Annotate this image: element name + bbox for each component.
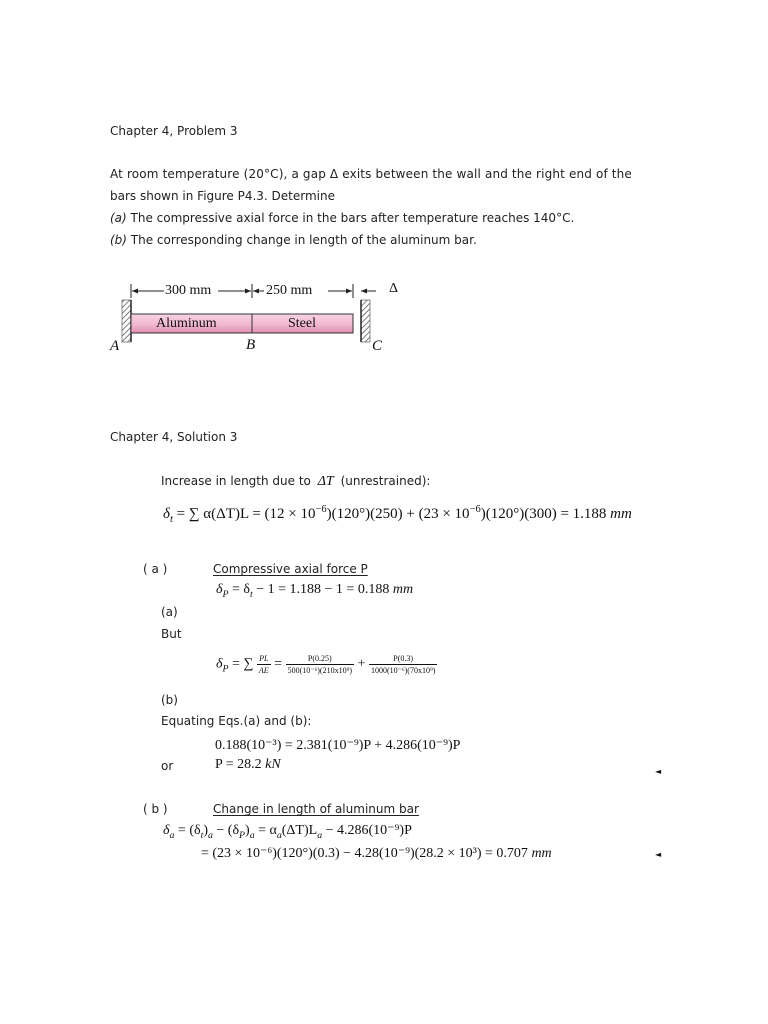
delta-t-symbol: ΔT xyxy=(317,474,334,489)
dim-label-300: 300 mm xyxy=(165,283,212,298)
item-b-tag: (b) xyxy=(110,233,127,247)
equating-text: Equating Eqs.(a) and (b): xyxy=(161,714,312,728)
plus-sign: + xyxy=(357,656,366,672)
gap-delta-label: Δ xyxy=(389,281,399,296)
sub-p: P xyxy=(239,829,246,841)
sub-a: a xyxy=(317,829,323,841)
p-result: P = 28.2 xyxy=(215,757,262,772)
exp-1: −6 xyxy=(315,504,327,515)
delta-a-equation-line-2 xyxy=(201,845,552,862)
gap-arrow-head xyxy=(361,289,367,294)
steel-label: Steel xyxy=(288,316,316,331)
ae-denominator: AE xyxy=(258,666,269,675)
sub-p: P xyxy=(222,588,229,600)
thermal-eq-part-1: = ∑ α(ΔT)L = (12 × 10 xyxy=(176,506,316,522)
sub-a: a xyxy=(169,829,175,841)
but-label: But xyxy=(161,627,182,641)
thermal-eq-part-2: )(120°)(250) + (23 × 10 xyxy=(326,506,470,522)
da-part-5: − 4.286(10⁻⁹)P xyxy=(325,823,412,838)
part-a-title: Compressive axial force P xyxy=(213,562,368,576)
pl-over-ae xyxy=(257,654,271,675)
problem-text-line-2: bars shown in Figure P4.3. Determine xyxy=(110,189,336,203)
figure-p4-3 xyxy=(108,276,408,360)
answer-marker-b: ◄ xyxy=(655,850,662,859)
da-part-4: (ΔT)L xyxy=(281,823,318,838)
fraction-1-denominator: 500(10⁻⁶)(210x10⁹) xyxy=(287,666,353,675)
delta-symbol: δ xyxy=(163,506,170,522)
da-part-1: = (δ xyxy=(177,823,201,838)
aluminum-label: Aluminum xyxy=(156,316,217,331)
sub-t: t xyxy=(200,829,204,841)
sub-p: P xyxy=(222,663,229,675)
close-paren: ) xyxy=(203,823,208,838)
close-paren: ) xyxy=(245,823,250,838)
dp-eq-part-1: = δ xyxy=(232,582,250,597)
part-b-title: Change in length of aluminum bar xyxy=(213,802,419,816)
delta-symbol: δ xyxy=(163,823,170,838)
sub-a: a xyxy=(249,829,255,841)
item-b-text: The corresponding change in length of the aluminum bar. xyxy=(126,233,477,247)
thermal-elongation-equation xyxy=(163,504,632,525)
da-part-3: = α xyxy=(258,823,277,838)
exp-2: −6 xyxy=(469,504,481,515)
delta-symbol: δ xyxy=(216,656,223,672)
right-wall-hatch xyxy=(361,300,370,342)
steel-deformation-fraction xyxy=(369,654,437,675)
fraction-1-numerator: P(0.25) xyxy=(286,654,354,665)
increase-suffix: (unrestrained): xyxy=(340,474,431,488)
sub-t: t xyxy=(169,514,173,525)
dim-arrow-left-a xyxy=(132,289,138,294)
bar-diagram xyxy=(108,276,408,360)
da-part-2: − (δ xyxy=(216,823,240,838)
delta-a-equation-line-1 xyxy=(163,822,412,841)
problem-heading: Chapter 4, Problem 3 xyxy=(110,124,238,138)
delta-p-equation xyxy=(216,582,413,600)
unit-mm: mm xyxy=(531,846,552,861)
equating-equation: 0.188(10⁻³) = 2.381(10⁻⁹)P + 4.286(10⁻⁹)P xyxy=(215,738,461,753)
eq-label-a: (a) xyxy=(161,605,178,619)
answer-marker-a: ◄ xyxy=(655,767,662,776)
p-result-equation xyxy=(215,757,281,773)
increase-intro xyxy=(161,474,430,490)
solution-heading: Chapter 4, Solution 3 xyxy=(110,430,238,444)
fraction-2-numerator: P(0.3) xyxy=(369,654,437,665)
dim-label-250: 250 mm xyxy=(266,283,313,298)
point-c-label: C xyxy=(372,338,383,354)
unit-mm: mm xyxy=(392,582,414,597)
part-b-tag: ( b ) xyxy=(143,802,168,816)
fraction-2-denominator: 1000(10⁻⁶)(70x10⁹) xyxy=(370,666,436,675)
or-label: or xyxy=(161,759,174,773)
left-wall-hatch xyxy=(122,300,131,342)
da-line-2: = (23 × 10⁻⁶)(120°)(0.3) − 4.28(10⁻⁹)(28.2 × 10³) = 0.707 xyxy=(201,846,528,861)
dp-eq-part-2: − 1 = 1.188 − 1 = 0.188 xyxy=(256,582,390,597)
thermal-eq-part-3: )(120°)(300) = 1.188 xyxy=(480,506,607,522)
delta-symbol: δ xyxy=(216,582,223,597)
problem-item-a xyxy=(110,211,574,225)
unit-kn: kN xyxy=(265,757,281,772)
eq-label-b: (b) xyxy=(161,693,178,707)
equals-sign: = xyxy=(274,656,283,672)
sub-t: t xyxy=(250,588,253,600)
problem-item-b xyxy=(110,233,477,247)
increase-intro-text: Increase in length due to xyxy=(161,474,311,488)
dp-sum: = ∑ xyxy=(232,656,254,672)
part-a-tag: ( a ) xyxy=(143,562,168,576)
point-a-label: A xyxy=(110,338,120,354)
point-b-label: B xyxy=(246,337,256,353)
dim-arrow-right-b xyxy=(346,289,352,294)
aluminum-deformation-fraction xyxy=(286,654,354,675)
sub-a: a xyxy=(276,829,282,841)
delta-p-sum-equation xyxy=(216,654,437,675)
problem-text-line-1: At room temperature (20°C), a gap Δ exits between the wall and the right end of the xyxy=(110,167,632,181)
item-a-tag: (a) xyxy=(110,211,127,225)
thermal-eq-unit: mm xyxy=(610,506,632,522)
sub-a: a xyxy=(207,829,213,841)
dim-arrow-right-a xyxy=(253,289,259,294)
item-a-text: The compressive axial force in the bars after temperature reaches 140°C. xyxy=(126,211,575,225)
pl-numerator: PL xyxy=(257,654,271,665)
dim-arrow-left-b xyxy=(245,289,251,294)
